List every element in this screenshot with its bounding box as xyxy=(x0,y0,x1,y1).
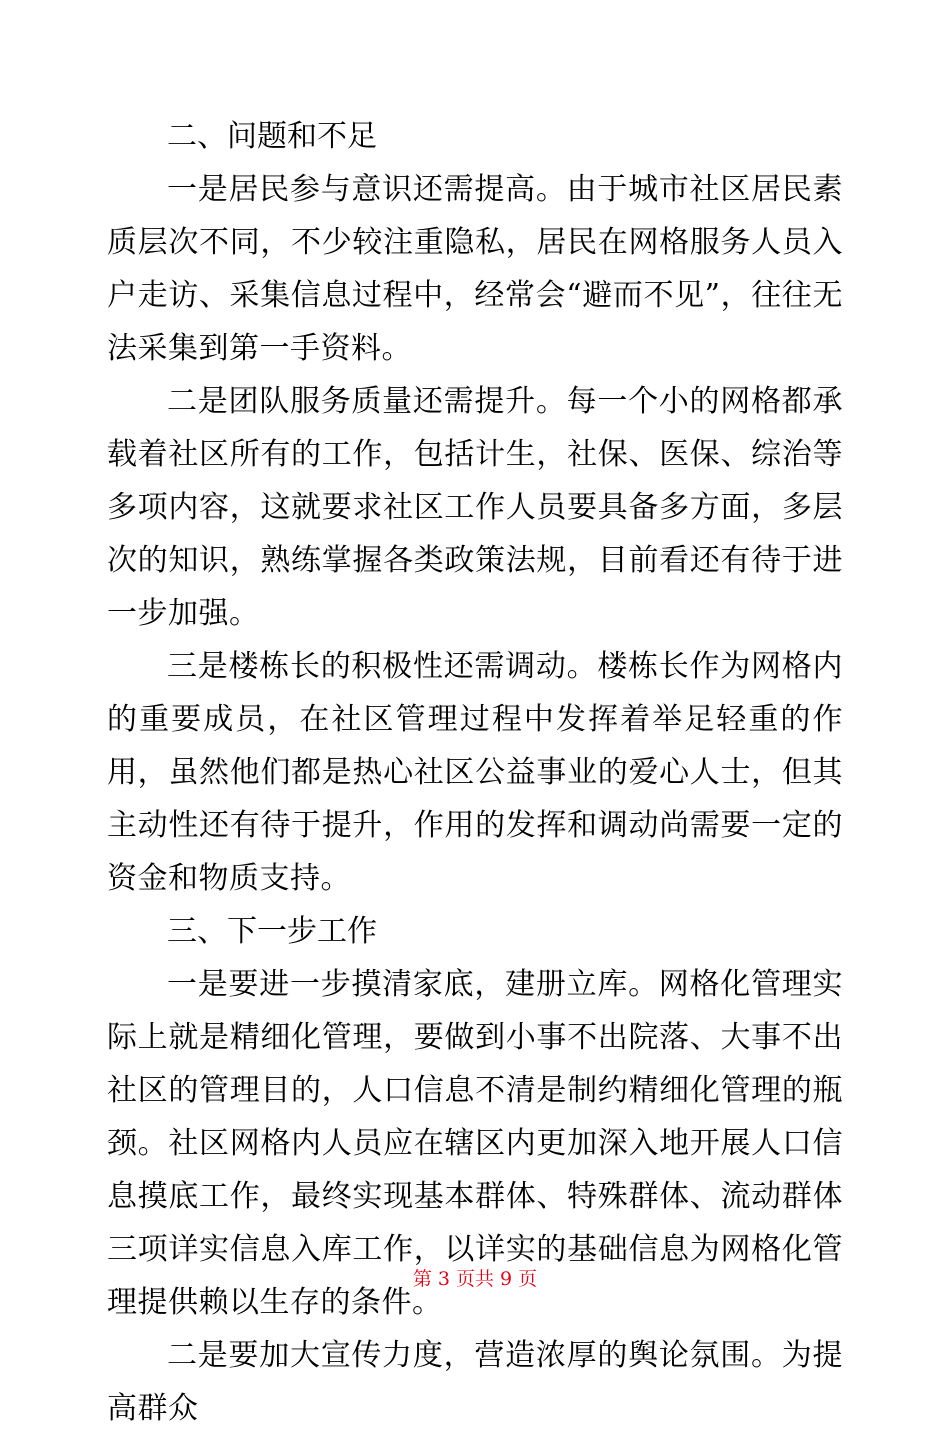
paragraph-team-service-quality: 二是团队服务质量还需提升。每一个小的网格都承载着社区所有的工作，包括计生，社保、医保、综治等多项内容，这就要求社区工作人员要具备多方面，多层次的知识，熟练掌握各类政策法规，目前看还有待于进一步加强。 xyxy=(107,384,843,631)
section-heading-problems: 二、问题和不足 xyxy=(167,119,377,154)
section-heading-next-steps: 三、下一步工作 xyxy=(167,914,377,949)
paragraph-population-database: 一是要进一步摸清家底，建册立库。网格化管理实际上就是精细化管理，要做到小事不出院落、大事不出社区的管理目的，人口信息不清是制约精细化管理的瓶颈。社区网格内人员应在辖区内更加深入地开展人口信息摸底工作，最终实现基本群体、特殊群体、流动群体三项详实信息入库工作，以详实的基础信息为网格化管理提供赖以生存的条件。 xyxy=(107,967,843,1320)
page-number-footer: 第 3 页共 9 页 xyxy=(412,1268,538,1290)
document-body xyxy=(107,110,843,1435)
paragraph-publicity: 二是要加大宣传力度，营造浓厚的舆论氛围。为提高群众 xyxy=(107,1338,843,1426)
paragraph-resident-participation: 一是居民参与意识还需提高。由于城市社区居民素质层次不同，不少较注重隐私，居民在网格服务人员入户走访、采集信息过程中，经常会“避而不见”，往往无法采集到第一手资料。 xyxy=(107,172,843,366)
paragraph-building-leader-enthusiasm: 三是楼栋长的积极性还需调动。楼栋长作为网格内的重要成员，在社区管理过程中发挥着举足轻重的作用，虽然他们都是热心社区公益事业的爱心人士，但其主动性还有待于提升，作用的发挥和调动尚需要一定的资金和物质支持。 xyxy=(107,649,843,896)
